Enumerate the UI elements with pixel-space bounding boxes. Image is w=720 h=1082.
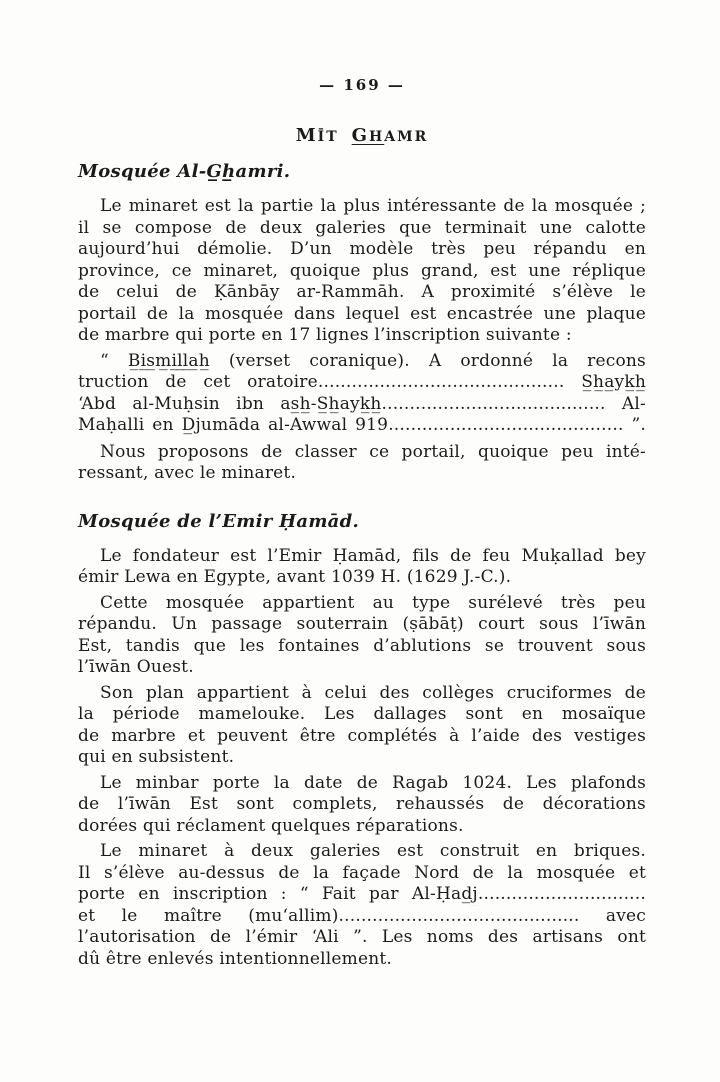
text-line: de marbre qui porte en 17 lignes l’inscription suivante : [78, 325, 572, 345]
title-word2-rest: AMR [384, 129, 429, 145]
title-word1-rest: ĪT [317, 129, 339, 145]
paragraph [78, 546, 646, 589]
title-word2-initial: G [351, 125, 370, 146]
text-line: Il s’élève au-dessus de la façade Nord de la mosquée et [78, 862, 646, 883]
text-line: Le minaret est la partie la plus intéressante de la mosquée ; [100, 196, 646, 216]
text-line: province, ce minaret, quoique plus grand, est une réplique [78, 260, 646, 281]
paragraph [78, 841, 646, 970]
text-line: de l’īwān Est sont complets, rehaussés de décorations [78, 794, 646, 814]
text-line: Le minbar porte la date de Ragab 1024. Les plafonds [100, 772, 646, 793]
text-line: Le minaret à deux galeries est construit en briques. [100, 841, 646, 861]
quote-line: ‘Abd al-Muḥsin ibn as̲h̲-S̲h̲ayk̲h̲........................................ Al- [78, 393, 646, 414]
text-line: Cette mosquée appartient au type surélevé très peu [100, 592, 646, 613]
text-line: dorées qui réclament quelques réparations. [78, 815, 464, 836]
text-line: qui en subsistent. [78, 747, 235, 767]
text-line: portail de la mosquée dans lequel est encastrée une plaque [78, 303, 646, 324]
text-line: émir Lewa en Egypte, avant 1039 H. (1629 J.-C.). [78, 567, 512, 587]
page-title [78, 124, 646, 149]
text-line: aujourd’hui démolie. D’un modèle très peu répandu en [78, 239, 646, 259]
quote-line: “ B̲i̲s̲m̲i̲l̲l̲a̲h̲ (verset coranique). A ordonné la recons [100, 350, 646, 371]
text-line: il se compose de deux galeries que terminait une calotte [78, 217, 646, 238]
text-line: Son plan appartient à celui des collèges cruciformes de [100, 682, 646, 703]
paragraph [78, 593, 646, 679]
title-word1-initial: M [295, 125, 318, 146]
section-heading-mosquee-emir-hamad: Mosquée de l’Emir Ḥamād. [78, 510, 360, 532]
text-line: Le fondateur est l’Emir Ḥamād, fils de feu Muḳallad bey [100, 545, 646, 566]
text-line: répandu. Un passage souterrain (ṣābāṭ) court sous l’īwān [78, 614, 646, 634]
text-line: l’īwān Ouest. [78, 657, 194, 677]
quote-line: truction de cet oratoire............................................ S̲h̲a̲y̲k̲h̲ [78, 372, 646, 392]
section-heading-mosquee-al-ghamri: Mosquée Al-G̲h̲amri. [78, 161, 291, 182]
quote-line: Maḥalli en D̲j̲umāda al-Awwal 919.......................................... ”. [78, 415, 646, 435]
title-word2-digraph: H [369, 129, 385, 145]
paragraph [78, 683, 646, 769]
text-line: ressant, avec le minaret. [78, 463, 297, 483]
text-line: Est, tandis que les fontaines d’ablutions se trouvent sous [78, 635, 646, 656]
text-line: porte en inscription : “ Fait par Al-Ḥad̲j̲.............................. [78, 884, 646, 904]
paragraph [78, 773, 646, 838]
text-line: l’autorisation de l’émir ‘Ali ”. Les noms des artisans ont [78, 927, 646, 947]
text-line: la période mamelouke. Les dallages sont en mosaïque [78, 704, 646, 724]
inscription-quote [78, 351, 646, 437]
paragraph [78, 442, 646, 485]
text-line: de celui de Ḳānbāy ar-Rammāh. A proximité s’élève le [78, 282, 646, 302]
title-word2-underlined-digraph [351, 125, 385, 146]
page-number: — 169 — [319, 76, 405, 94]
text-line: Nous proposons de classer ce portail, quoique peu inté- [100, 441, 646, 462]
text-line: de marbre et peuvent être complétés à l’aide des vestiges [78, 725, 646, 746]
text-line: dû être enlevés intentionnellement. [78, 948, 393, 969]
text-line: et le maître (mu‘allim)........................................... avec [78, 905, 646, 926]
paragraph [78, 196, 646, 347]
